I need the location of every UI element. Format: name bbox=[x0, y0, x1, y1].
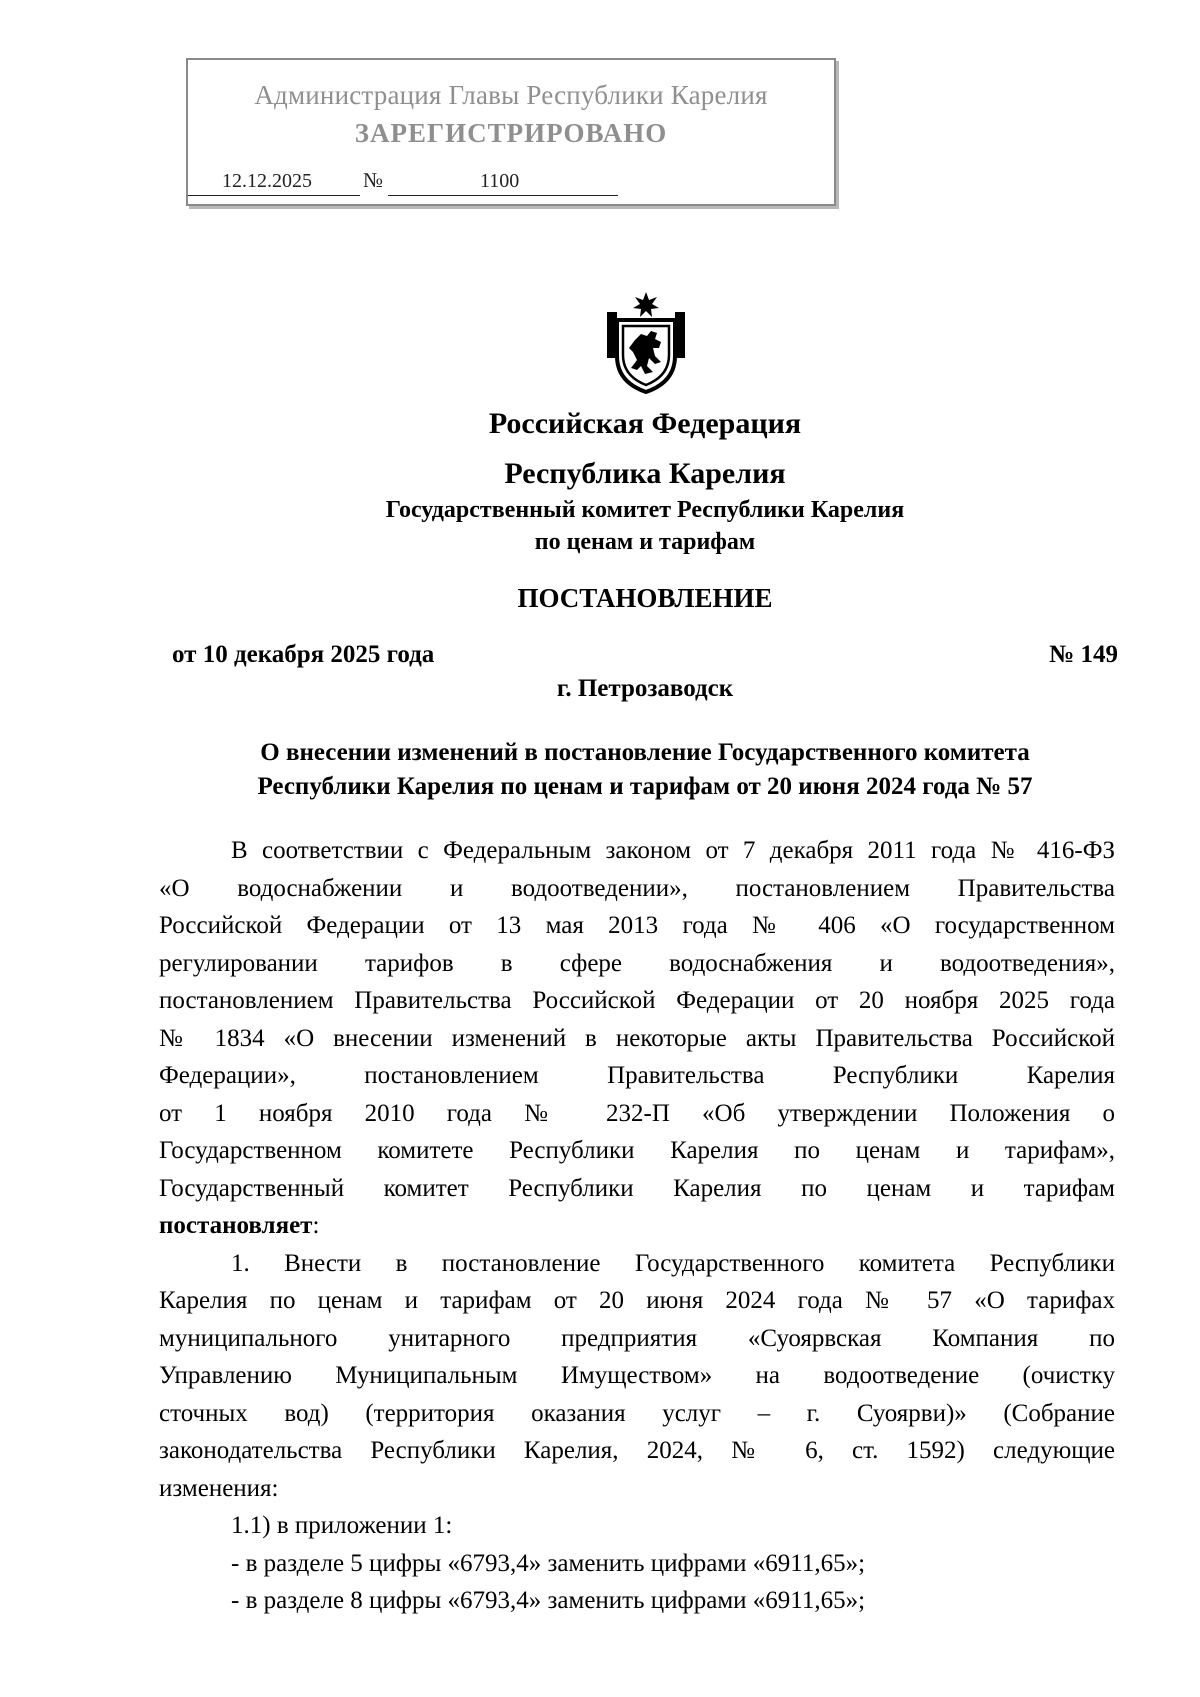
item-1-line: Карелия по ценам и тарифам от 20 июня 2024 года № 57 «О тарифах bbox=[159, 1287, 1115, 1314]
preamble-line: постановлением Правительства Российской Федерации от 20 ноября 2025 года bbox=[159, 987, 1115, 1014]
decision-colon: : bbox=[312, 1212, 320, 1239]
subject-line2: Республики Карелия по ценам и тарифам от 20 июня 2024 года № 57 bbox=[257, 773, 1033, 800]
stamp-date-underline bbox=[188, 195, 360, 196]
stamp-date: 12.12.2025 bbox=[222, 170, 312, 192]
preamble-line: «О водоснабжении и водоотведении», постановлением Правительства bbox=[159, 874, 1115, 902]
preamble bbox=[159, 832, 1115, 1245]
item-1 bbox=[159, 1245, 1115, 1508]
change-item: - в разделе 8 цифры «6793,4» заменить цифрами «6911,65»; bbox=[231, 1587, 866, 1614]
item-1-line: 1. Внести в постановление Государственного комитета Республики bbox=[231, 1249, 1115, 1277]
item-1-line: муниципального унитарного предприятия «Суоярвская Компания по bbox=[159, 1324, 1115, 1352]
preamble-line: регулировании тарифов в сфере водоснабжения и водоотведения», bbox=[159, 949, 1115, 977]
preamble-line: № 1834 «О внесении изменений в некоторые акты Правительства Российской bbox=[159, 1024, 1115, 1052]
change-item: - в разделе 5 цифры «6793,4» заменить цифрами «6911,65»; bbox=[231, 1549, 866, 1577]
subject-line1: О внесении изменений в постановление Государственного комитета bbox=[260, 739, 1030, 766]
header-country: Российская Федерация bbox=[488, 407, 802, 440]
stamp-number: 1100 bbox=[480, 170, 520, 192]
stamp-number-underline bbox=[388, 195, 618, 196]
subitem-1-1 bbox=[159, 1507, 1115, 1620]
registration-stamp bbox=[186, 58, 836, 206]
preamble-line: Государственный комитет Республики Карелия по ценам и тарифам bbox=[159, 1174, 1115, 1202]
item-1-line: Управлению Муниципальным Имуществом» на водоотведение (очистку bbox=[159, 1362, 1115, 1389]
karelia-coat-of-arms-icon bbox=[601, 290, 691, 396]
header-republic: Республика Карелия bbox=[504, 457, 786, 490]
document-type: ПОСТАНОВЛЕНИЕ bbox=[517, 583, 773, 613]
item-1-line: сточных вод) (территория оказания услуг – г. Суоярви)» (Собрание bbox=[159, 1399, 1115, 1427]
document-city: г. Петрозаводск bbox=[556, 675, 734, 702]
document-number: № 149 bbox=[1049, 641, 1118, 668]
decision-word: постановляет bbox=[159, 1212, 313, 1239]
stamp-organization: Администрация Главы Республики Карелия bbox=[254, 80, 768, 110]
preamble-line: от 1 ноября 2010 года № 232-П «Об утверждении Положения о bbox=[159, 1099, 1115, 1127]
subitem-title: 1.1) в приложении 1: bbox=[231, 1512, 453, 1539]
item-1-line: законодательства Республики Карелия, 2024, № 6, ст. 1592) следующие bbox=[159, 1437, 1115, 1464]
document-body bbox=[159, 832, 1115, 1620]
header-committee-line1: Государственный комитет Республики Карелия bbox=[385, 497, 905, 523]
header-committee-line2: по ценам и тарифам bbox=[534, 529, 756, 555]
preamble-decision bbox=[159, 1207, 1115, 1245]
stamp-number-sign: № bbox=[363, 168, 384, 192]
preamble-line: Федерации», постановлением Правительства Республики Карелия bbox=[159, 1062, 1115, 1089]
preamble-line: Государственном комитете Республики Карелия по ценам и тарифам», bbox=[159, 1137, 1115, 1164]
stamp-registration-line bbox=[188, 160, 618, 198]
preamble-line: Российской Федерации от 13 мая 2013 года № 406 «О государственном bbox=[159, 912, 1115, 939]
document-date: от 10 декабря 2025 года bbox=[172, 641, 435, 668]
item-1-line: изменения: bbox=[159, 1474, 279, 1502]
preamble-line: В соответствии с Федеральным законом от 7 декабря 2011 года № 416-ФЗ bbox=[231, 837, 1115, 864]
stamp-status: ЗАРЕГИСТРИРОВАНО bbox=[354, 118, 668, 148]
